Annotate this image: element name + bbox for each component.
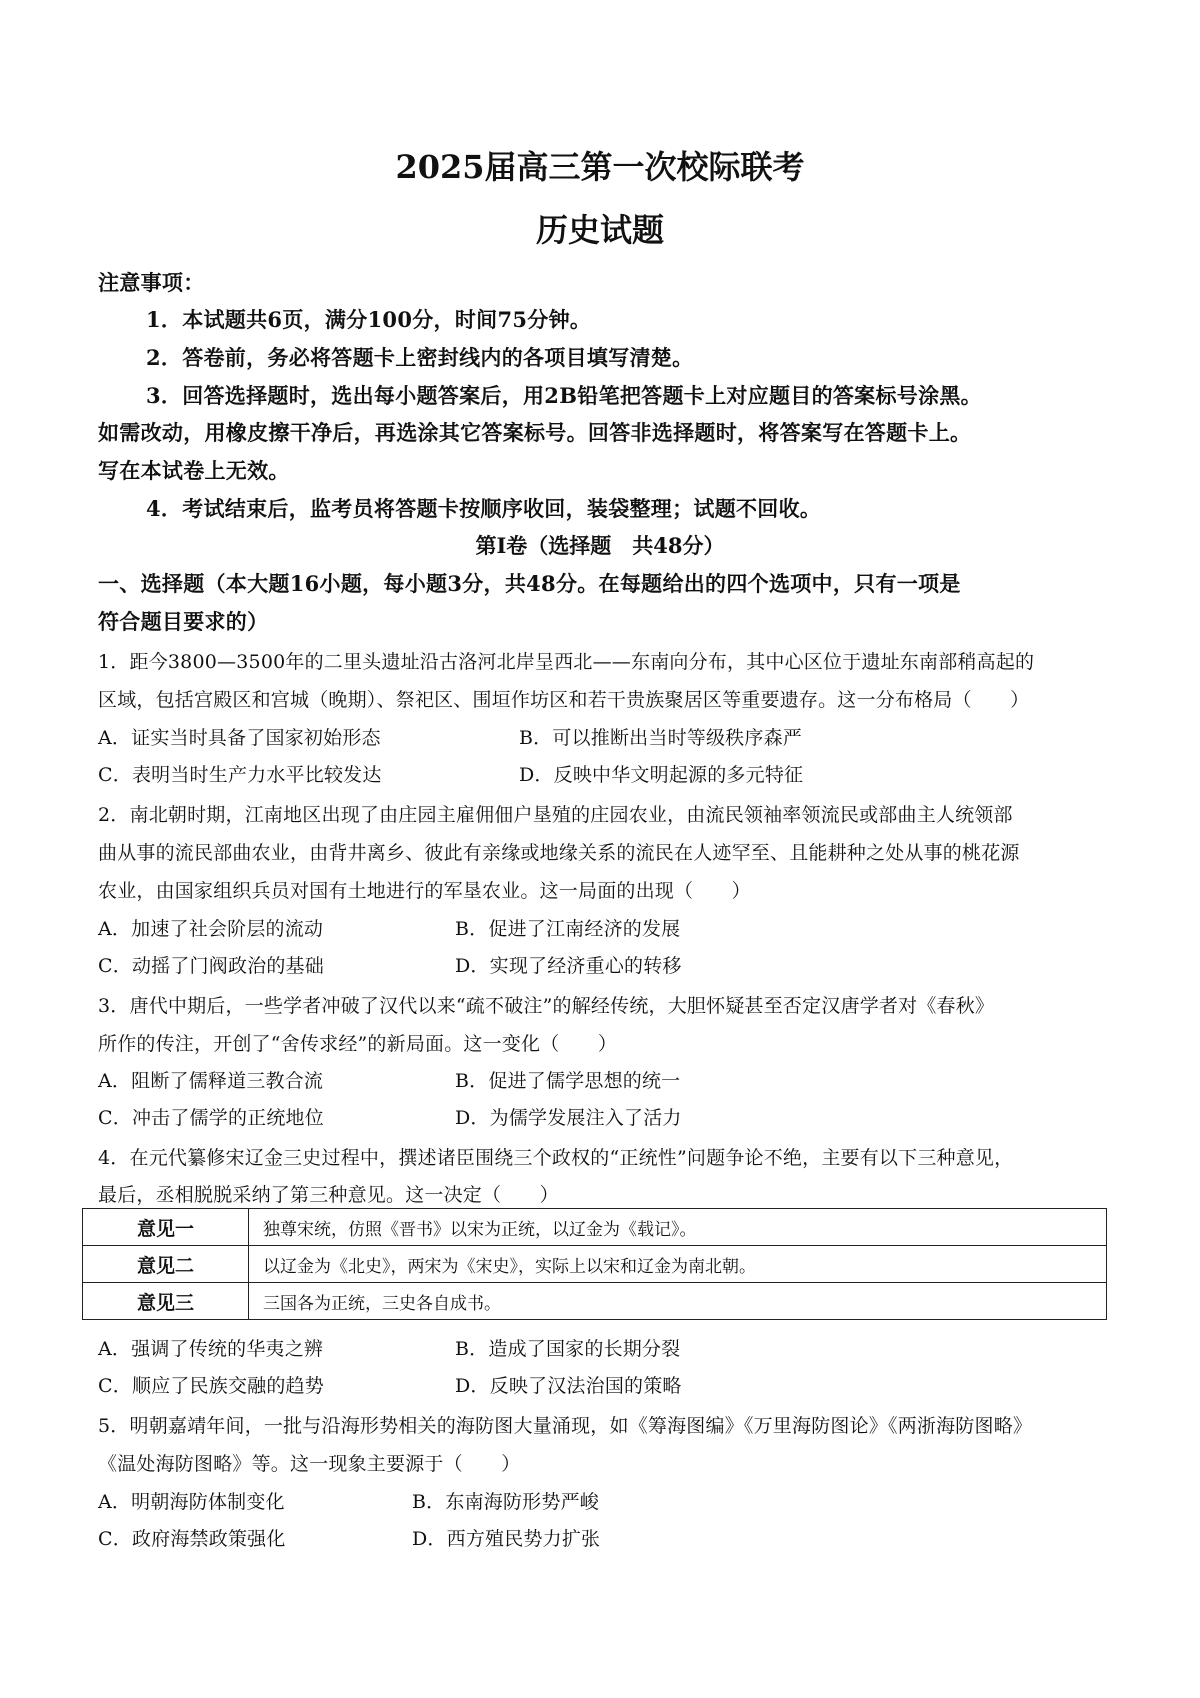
question-3-option-d: D．为儒学发展注入了活力 xyxy=(455,1107,682,1129)
question-3-option-b: B．促进了儒学思想的统一 xyxy=(455,1070,681,1092)
question-2-text: 农业，由国家组织兵员对国有土地进行的军垦农业。这一局面的出现（ ） xyxy=(98,880,751,902)
notice-item: 4．考试结束后，监考员将答题卡按顺序收回，装袋整理；试题不回收。 xyxy=(146,496,822,521)
question-5-option-d: D．西方殖民势力扩张 xyxy=(412,1528,601,1550)
notice-item: 2．答卷前，务必将答题卡上密封线内的各项目填写清楚。 xyxy=(146,345,694,370)
table-row xyxy=(83,1283,1107,1320)
table-row xyxy=(83,1246,1107,1283)
question-1-option-a: A．证实当时具备了国家初始形态 xyxy=(98,727,381,749)
question-5-option-a: A．明朝海防体制变化 xyxy=(98,1491,285,1513)
part-title: 第Ⅰ卷（选择题 共48分） xyxy=(475,533,725,558)
question-1-text: 1．距今3800—3500年的二里头遗址沿古洛河北岸呈西北——东南向分布，其中心区位于遗址东南部稍高起的 xyxy=(98,651,1035,673)
opinion-label: 意见一 xyxy=(83,1209,249,1246)
question-2-option-d: D．实现了经济重心的转移 xyxy=(455,955,682,977)
question-3-text: 3．唐代中期后，一些学者冲破了汉代以来“疏不破注”的解经传统，大胆怀疑甚至否定汉唐学者对《春秋》 xyxy=(98,995,995,1017)
question-2-text: 2．南北朝时期，江南地区出现了由庄园主雇佣佃户垦殖的庄园农业，由流民领袖率领流民或部曲主人统领部 xyxy=(98,804,1013,826)
question-5-option-b: B．东南海防形势严峻 xyxy=(412,1491,599,1513)
opinion-label: 意见二 xyxy=(83,1246,249,1283)
exam-subject-title: 历史试题 xyxy=(535,211,664,249)
question-1-option-c: C．表明当时生产力水平比较发达 xyxy=(98,764,382,786)
question-5-text: 5．明朝嘉靖年间，一批与沿海形势相关的海防图大量涌现，如《筹海图编》《万里海防图论》《两浙海防图略》 xyxy=(98,1415,1033,1437)
notice-item: 3．回答选择题时，选出每小题答案后，用2B铅笔把答题卡上对应题目的答案标号涂黑。 xyxy=(146,383,982,408)
question-2-option-c: C．动摇了门阀政治的基础 xyxy=(98,955,324,977)
question-4-option-a: A．强调了传统的华夷之辨 xyxy=(98,1338,324,1360)
question-5-text: 《温处海防图略》等。这一现象主要源于（ ） xyxy=(98,1453,521,1475)
question-2-option-b: B．促进了江南经济的发展 xyxy=(455,918,681,940)
question-1-option-d: D．反映中华文明起源的多元特征 xyxy=(519,764,804,786)
opinion-content: 三国各为正统，三史各自成书。 xyxy=(249,1283,1107,1320)
question-3-option-a: A．阻断了儒释道三教合流 xyxy=(98,1070,324,1092)
question-4-option-c: C．顺应了民族交融的趋势 xyxy=(98,1375,324,1397)
question-4-text: 最后，丞相脱脱采纳了第三种意见。这一决定（ ） xyxy=(98,1184,559,1206)
question-1-text: 区域，包括宫殿区和宫城（晚期）、祭祀区、围垣作坊区和若干贵族聚居区等重要遗存。这一分布格局（ ） xyxy=(98,689,1030,711)
opinion-content: 独尊宋统，仿照《晋书》以宋为正统，以辽金为《载记》。 xyxy=(249,1209,1107,1246)
question-5-option-c: C．政府海禁政策强化 xyxy=(98,1528,286,1550)
question-3-option-c: C．冲击了儒学的正统地位 xyxy=(98,1107,324,1129)
question-4-option-b: B．造成了国家的长期分裂 xyxy=(455,1338,681,1360)
exam-title: 2025届高三第一次校际联考 xyxy=(395,148,805,186)
question-2-option-a: A．加速了社会阶层的流动 xyxy=(98,918,324,940)
opinion-label: 意见三 xyxy=(83,1283,249,1320)
section-heading-continued: 符合题目要求的） xyxy=(98,609,269,634)
notice-heading: 注意事项： xyxy=(98,270,205,295)
section-heading: 一、选择题（本大题16小题，每小题3分，共48分。在每题给出的四个选项中，只有一项是 xyxy=(98,571,961,596)
notice-item: 1．本试题共6页，满分100分，时间75分钟。 xyxy=(146,307,592,332)
notice-item-continued: 写在本试卷上无效。 xyxy=(98,458,290,483)
question-1-option-b: B．可以推断出当时等级秩序森严 xyxy=(519,727,802,749)
opinion-content: 以辽金为《北史》，两宋为《宋史》，实际上以宋和辽金为南北朝。 xyxy=(249,1246,1107,1283)
question-4-option-d: D．反映了汉法治国的策略 xyxy=(455,1375,682,1397)
notice-item-continued: 如需改动，用橡皮擦干净后，再选涂其它答案标号。回答非选择题时，将答案写在答题卡上。 xyxy=(98,420,972,445)
question-2-text: 曲从事的流民部曲农业，由背井离乡、彼此有亲缘或地缘关系的流民在人迹罕至、且能耕种之处从事的桃花源 xyxy=(98,842,1020,864)
question-4-text: 4．在元代纂修宋辽金三史过程中，撰述诸臣围绕三个政权的“正统性”问题争论不绝，主要有以下三种意见， xyxy=(98,1147,1014,1169)
table-row xyxy=(83,1209,1107,1246)
question-3-text: 所作的传注，开创了“舍传求经”的新局面。这一变化（ ） xyxy=(98,1033,618,1055)
opinions-table xyxy=(82,1208,1107,1320)
